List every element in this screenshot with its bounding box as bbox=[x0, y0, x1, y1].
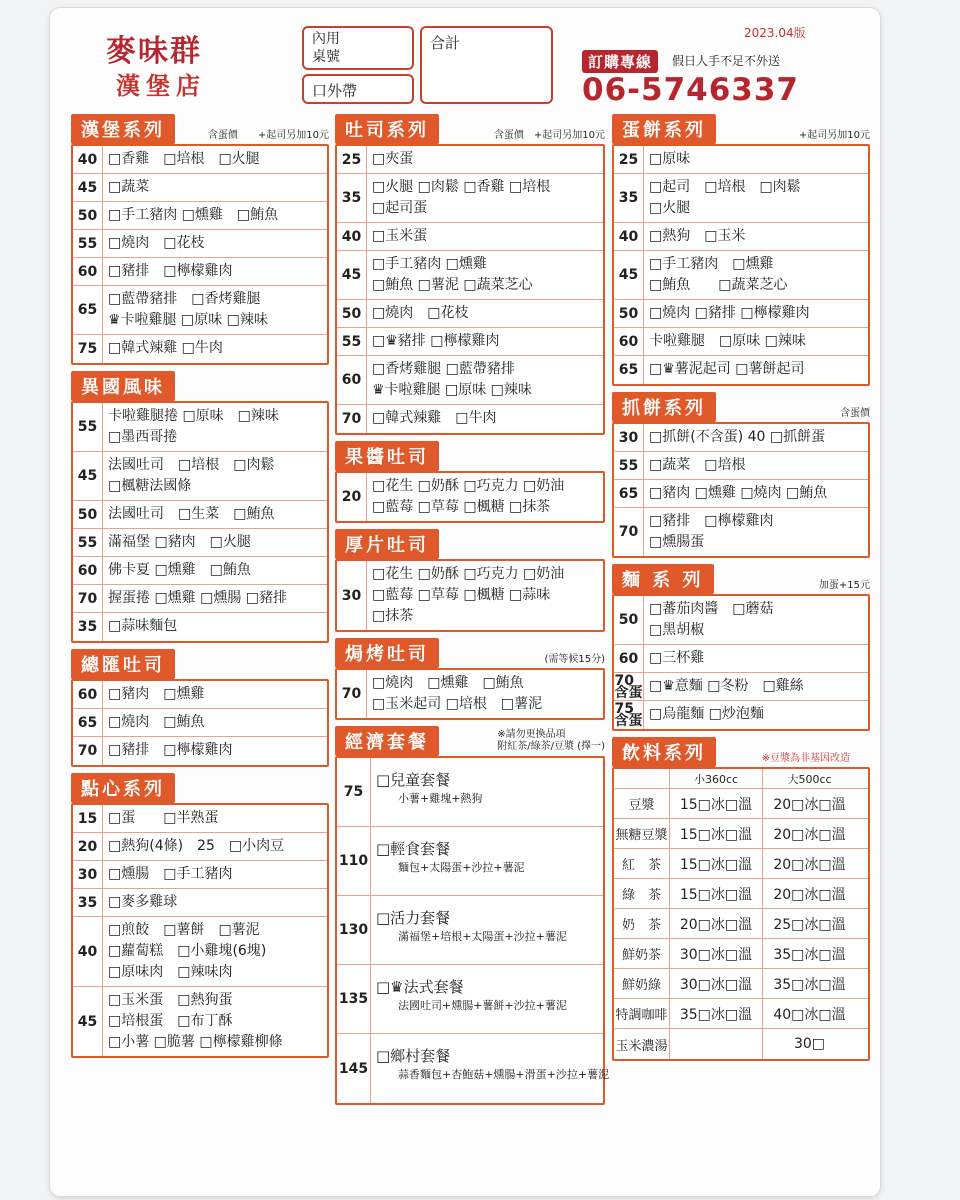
menu-row bbox=[73, 146, 327, 174]
size-large: 大500cc bbox=[787, 772, 832, 786]
drinks-table bbox=[612, 767, 870, 1061]
price-cell: 130 bbox=[337, 896, 371, 964]
items-cell: □蛋 □半熟蛋 bbox=[108, 810, 219, 826]
set-contents: 小薯+雞塊+熱狗 bbox=[398, 792, 483, 805]
drink-small: 15□冰□溫 bbox=[670, 819, 763, 848]
set-contents: 法國吐司+燻腸+薯餅+沙拉+薯泥 bbox=[398, 999, 567, 1012]
right-0-section bbox=[612, 118, 870, 386]
menu-row bbox=[337, 670, 603, 718]
items-cell: □韓式辣雞 □牛肉 bbox=[108, 340, 223, 356]
left-3-table bbox=[71, 803, 329, 1058]
price-cell: 35 bbox=[73, 889, 103, 916]
price-cell: 40 bbox=[73, 146, 103, 173]
drink-large: 40□冰□溫 bbox=[773, 1006, 846, 1023]
items-cell: □豬排 □檸檬雞肉 bbox=[108, 742, 233, 758]
menu-row bbox=[73, 889, 327, 917]
price-cell: 70 bbox=[337, 670, 367, 718]
drink-large: 20□冰□溫 bbox=[773, 886, 846, 903]
mid-1-table bbox=[335, 471, 605, 523]
price-cell: 145 bbox=[337, 1034, 371, 1103]
price-cell: 65 bbox=[614, 480, 644, 507]
items-cell: □♛薯泥起司 □薯餅起司 bbox=[649, 361, 805, 377]
sets-title: 經濟套餐 bbox=[335, 726, 439, 756]
price-cell: 60 bbox=[73, 258, 103, 285]
right-0-header bbox=[612, 118, 870, 144]
drink-small: 15□冰□溫 bbox=[670, 789, 763, 818]
items-cell: 佛卡夏 □燻雞 □鮪魚 bbox=[108, 562, 251, 578]
menu-row bbox=[337, 174, 603, 223]
menu-row bbox=[337, 300, 603, 328]
right-0-table bbox=[612, 144, 870, 386]
menu-row bbox=[337, 356, 603, 405]
mid-2-header bbox=[335, 533, 605, 559]
drink-row bbox=[614, 789, 868, 819]
set-row bbox=[337, 896, 603, 965]
left-3-header bbox=[71, 777, 329, 803]
items-cell: □豬肉 □燻雞 bbox=[108, 686, 205, 702]
mid-3-title: 焗烤吐司 bbox=[335, 638, 439, 668]
right-1-note: 含蛋價 bbox=[840, 408, 870, 419]
price-cell: 35 bbox=[337, 174, 367, 222]
price-cell: 65 bbox=[73, 286, 103, 334]
version-label: 2023.04版 bbox=[744, 26, 806, 40]
left-0-table bbox=[71, 144, 329, 365]
price-cell: 55 bbox=[73, 403, 103, 451]
menu-row bbox=[614, 174, 868, 223]
drink-name: 豆漿 bbox=[614, 789, 670, 818]
brand-name: 麥味群 bbox=[106, 34, 202, 69]
price-cell: 55 bbox=[337, 328, 367, 355]
right-1-section bbox=[612, 396, 870, 558]
set-body bbox=[371, 1034, 614, 1103]
set-contents: 蒜香麵包+杏鮑菇+燻腸+滑蛋+沙拉+薯泥 bbox=[398, 1068, 610, 1081]
price-cell: 65 bbox=[614, 356, 644, 384]
price-cell: 60 bbox=[73, 557, 103, 584]
menu-row bbox=[614, 223, 868, 251]
items-cell: □豬排 □檸檬雞肉 □燻腸蛋 bbox=[649, 513, 774, 550]
price-cell: 15 bbox=[73, 805, 103, 832]
price-cell: 45 bbox=[73, 987, 103, 1056]
price-cell: 25 bbox=[614, 146, 644, 173]
mid-3-section bbox=[335, 642, 605, 720]
price-cell: 70 bbox=[73, 737, 103, 765]
menu-row bbox=[73, 681, 327, 709]
items-cell: □玉米蛋 bbox=[372, 228, 428, 244]
menu-row bbox=[614, 300, 868, 328]
right-1-title: 抓餅系列 bbox=[612, 392, 716, 422]
menu-row bbox=[73, 805, 327, 833]
mid-0-section bbox=[335, 118, 605, 435]
menu-row bbox=[73, 529, 327, 557]
menu-row bbox=[73, 987, 327, 1056]
set-row bbox=[337, 827, 603, 896]
price-cell: 50 bbox=[614, 300, 644, 327]
drink-row bbox=[614, 939, 868, 969]
menu-row bbox=[73, 833, 327, 861]
menu-row bbox=[614, 452, 868, 480]
price-cell: 50 bbox=[614, 596, 644, 644]
right-2-section bbox=[612, 568, 870, 731]
sets-header bbox=[335, 730, 605, 756]
set-contents: 滿福堡+培根+太陽蛋+沙拉+薯泥 bbox=[398, 930, 567, 943]
sets-section bbox=[335, 729, 610, 1105]
delivery-note: 假日人手不足不外送 bbox=[672, 54, 781, 68]
price-cell: 35 bbox=[614, 174, 644, 222]
left-0-title: 漢堡系列 bbox=[71, 114, 175, 144]
right-1-header bbox=[612, 396, 870, 422]
right-2-table bbox=[612, 594, 870, 731]
items-cell: 卡啦雞腿 □原味 □辣味 bbox=[649, 333, 806, 349]
price-cell: 30 bbox=[73, 861, 103, 888]
menu-row bbox=[73, 202, 327, 230]
items-cell: □熱狗 □玉米 bbox=[649, 228, 746, 244]
items-cell: □花生 □奶酥 □巧克力 □奶油 □藍莓 □草莓 □楓糖 □抹茶 bbox=[372, 478, 565, 515]
menu-row bbox=[614, 673, 868, 701]
drink-large: 20□冰□溫 bbox=[773, 796, 846, 813]
set-body bbox=[371, 965, 603, 1033]
brand-subtitle: 漢堡店 bbox=[116, 72, 206, 100]
price-cell: 20 bbox=[337, 473, 367, 521]
phone-number: 06-5746337 bbox=[582, 72, 799, 108]
set-body bbox=[371, 827, 603, 895]
items-cell: □豬排 □檸檬雞肉 bbox=[108, 263, 233, 279]
mid-1-header bbox=[335, 445, 605, 471]
drink-row bbox=[614, 999, 868, 1029]
items-cell: □蔬菜 bbox=[108, 179, 150, 195]
menu-row bbox=[73, 557, 327, 585]
menu-row bbox=[614, 645, 868, 673]
price-cell: 110 bbox=[337, 827, 371, 895]
left-3-section bbox=[71, 777, 329, 1058]
menu-row bbox=[614, 251, 868, 300]
drink-large: 35□冰□溫 bbox=[773, 976, 846, 993]
items-cell: □韓式辣雞 □牛肉 bbox=[372, 410, 497, 426]
dine-in-box: 內用 桌號 bbox=[302, 26, 414, 70]
middle-column bbox=[335, 118, 610, 1105]
menu-row bbox=[73, 709, 327, 737]
drink-name: 綠 茶 bbox=[614, 879, 670, 908]
right-2-header bbox=[612, 568, 870, 594]
left-2-section bbox=[71, 653, 329, 767]
mid-0-table bbox=[335, 144, 605, 435]
drink-large: 20□冰□溫 bbox=[773, 826, 846, 843]
items-cell: □抓餅(不含蛋) 40 □抓餅蛋 bbox=[649, 429, 826, 445]
left-1-section bbox=[71, 375, 329, 643]
left-0-section bbox=[71, 118, 329, 365]
sets-table bbox=[335, 756, 610, 1105]
items-cell: 握蛋捲 □燻雞 □燻腸 □豬排 bbox=[108, 590, 288, 606]
menu-row bbox=[337, 473, 603, 521]
drink-name: 鮮奶綠 bbox=[614, 969, 670, 998]
price-cell: 50 bbox=[73, 202, 103, 229]
drink-name: 無糖豆漿 bbox=[614, 819, 670, 848]
set-name: □鄉村套餐 bbox=[376, 1047, 451, 1065]
takeout-box: 口外帶 bbox=[302, 74, 414, 104]
left-1-title: 異國風味 bbox=[71, 371, 175, 401]
items-cell: □♛意麵 □冬粉 □雞絲 bbox=[649, 678, 804, 694]
left-2-title: 總匯吐司 bbox=[71, 649, 175, 679]
drink-name: 玉米濃湯 bbox=[614, 1029, 670, 1059]
mid-0-title: 吐司系列 bbox=[335, 114, 439, 144]
items-cell: □麥多雞球 bbox=[108, 894, 178, 910]
right-column bbox=[612, 118, 870, 1061]
price-cell: 55 bbox=[614, 452, 644, 479]
items-cell: 法國吐司 □生菜 □鮪魚 bbox=[108, 506, 275, 522]
price-cell: 45 bbox=[73, 174, 103, 201]
mid-2-table bbox=[335, 559, 605, 632]
drinks-size-header bbox=[614, 769, 868, 789]
drink-large: 25□冰□溫 bbox=[773, 916, 846, 933]
right-2-title: 麵 系 列 bbox=[612, 564, 714, 594]
menu-row bbox=[73, 258, 327, 286]
drinks-section bbox=[612, 741, 870, 1061]
mid-1-title: 果醬吐司 bbox=[335, 441, 439, 471]
drink-large: 20□冰□溫 bbox=[773, 856, 846, 873]
items-cell: □燒肉 □花枝 bbox=[108, 235, 205, 251]
drinks-header bbox=[612, 741, 870, 767]
size-small: 小360cc bbox=[670, 769, 763, 788]
items-cell: □豬肉 □燻雞 □燒肉 □鮪魚 bbox=[649, 485, 828, 501]
items-cell: □♛豬排 □檸檬雞肉 bbox=[372, 333, 500, 349]
menu-row bbox=[614, 328, 868, 356]
items-cell: □香烤雞腿 □藍帶豬排 ♛卡啦雞腿 □原味 □辣味 bbox=[372, 361, 532, 398]
drink-name: 紅 茶 bbox=[614, 849, 670, 878]
blank-cell bbox=[614, 769, 670, 788]
price-cell: 75 bbox=[337, 758, 371, 826]
price-cell: 70 bbox=[614, 508, 644, 556]
items-cell: □花生 □奶酥 □巧克力 □奶油 □藍莓 □草莓 □楓糖 □蒜味 □抹茶 bbox=[372, 566, 565, 624]
left-column bbox=[71, 118, 329, 1058]
price-cell: 40 bbox=[614, 223, 644, 250]
mid-2-section bbox=[335, 533, 605, 632]
drink-small: 35□冰□溫 bbox=[670, 999, 763, 1028]
menu-row bbox=[73, 585, 327, 613]
right-2-note: 加蛋+15元 bbox=[818, 580, 870, 591]
menu-row bbox=[337, 328, 603, 356]
drinks-note: ※豆漿為非基因改造 bbox=[761, 753, 850, 764]
set-body bbox=[371, 758, 603, 826]
drink-large: 30□ bbox=[793, 1036, 826, 1052]
drink-name: 奶 茶 bbox=[614, 909, 670, 938]
menu-row bbox=[337, 146, 603, 174]
items-cell: 滿福堡 □豬肉 □火腿 bbox=[108, 534, 251, 550]
items-cell: □火腿 □肉鬆 □香雞 □培根 □起司蛋 bbox=[372, 179, 551, 216]
price-cell: 50 bbox=[337, 300, 367, 327]
drink-name: 鮮奶茶 bbox=[614, 939, 670, 968]
items-cell: □烏龍麵 □炒泡麵 bbox=[649, 706, 764, 722]
drink-large: 35□冰□溫 bbox=[773, 946, 846, 963]
items-cell: □燒肉 □鮪魚 bbox=[108, 714, 205, 730]
menu-row bbox=[337, 405, 603, 433]
drink-row bbox=[614, 969, 868, 999]
menu-row bbox=[73, 335, 327, 363]
menu-row bbox=[73, 452, 327, 501]
right-0-note: +起司另加10元 bbox=[798, 130, 870, 141]
items-cell: □蕃茄肉醬 □蘑菇 □黑胡椒 bbox=[649, 601, 774, 638]
items-cell: □手工豬肉 □燻雞 □鮪魚 □薯泥 □蔬菜芝心 bbox=[372, 256, 533, 293]
price-cell: 75 含蛋 bbox=[614, 701, 643, 729]
items-cell: □燒肉 □豬排 □檸檬雞肉 bbox=[649, 305, 810, 321]
price-cell: 45 bbox=[614, 251, 644, 299]
set-name: □兒童套餐 bbox=[376, 771, 451, 789]
set-row bbox=[337, 1034, 610, 1103]
set-name: □輕食套餐 bbox=[376, 840, 451, 858]
items-cell: □起司 □培根 □肉鬆 □火腿 bbox=[649, 179, 801, 216]
price-cell: 70 bbox=[73, 585, 103, 612]
right-1-table bbox=[612, 422, 870, 558]
set-row bbox=[337, 758, 603, 827]
menu-row bbox=[337, 223, 603, 251]
menu-row bbox=[73, 501, 327, 529]
price-cell: 40 bbox=[73, 917, 103, 986]
mid-3-table bbox=[335, 668, 605, 720]
items-cell: □三杯雞 bbox=[649, 650, 705, 666]
set-contents: 麵包+太陽蛋+沙拉+薯泥 bbox=[398, 861, 525, 874]
right-0-title: 蛋餅系列 bbox=[612, 114, 716, 144]
mid-0-note: 含蛋價 +起司另加10元 bbox=[493, 130, 605, 141]
total-box: 合計 bbox=[420, 26, 553, 104]
set-name: □活力套餐 bbox=[376, 909, 451, 927]
price-cell: 55 bbox=[73, 230, 103, 257]
menu-sheet bbox=[50, 8, 880, 1196]
drink-small: 15□冰□溫 bbox=[670, 879, 763, 908]
menu-row bbox=[614, 596, 868, 645]
price-cell: 30 bbox=[614, 424, 644, 451]
price-cell: 45 bbox=[73, 452, 103, 500]
items-cell: □燒肉 □燻雞 □鮪魚 □玉米起司 □培根 □薯泥 bbox=[372, 675, 543, 712]
left-0-note: 含蛋價 +起司另加10元 bbox=[207, 130, 329, 141]
left-1-table bbox=[71, 401, 329, 643]
set-body bbox=[371, 896, 603, 964]
menu-row bbox=[73, 737, 327, 765]
drinks-title: 飲料系列 bbox=[612, 737, 716, 767]
drink-small: 30□冰□溫 bbox=[670, 969, 763, 998]
items-cell: □手工豬肉 □燻雞 □鮪魚 bbox=[108, 207, 279, 223]
menu-row bbox=[614, 146, 868, 174]
drink-row bbox=[614, 909, 868, 939]
menu-row bbox=[614, 424, 868, 452]
left-2-header bbox=[71, 653, 329, 679]
items-cell: □蒜味麵包 bbox=[108, 618, 178, 634]
items-cell: □手工豬肉 □燻雞 □鮪魚 □蔬菜芝心 bbox=[649, 256, 788, 293]
drink-small: 30□冰□溫 bbox=[670, 939, 763, 968]
price-cell: 60 bbox=[73, 681, 103, 708]
items-cell: □蔬菜 □培根 bbox=[649, 457, 746, 473]
items-cell: □原味 bbox=[649, 151, 691, 167]
menu-row bbox=[337, 251, 603, 300]
items-cell: 法國吐司 □培根 □肉鬆 □楓糖法國條 bbox=[108, 457, 275, 494]
mid-3-note: (需等候15分) bbox=[544, 654, 605, 665]
set-row bbox=[337, 965, 603, 1034]
price-cell: 35 bbox=[73, 613, 103, 641]
phone-label: 訂購專線 bbox=[582, 50, 658, 73]
drink-small: 20□冰□溫 bbox=[670, 909, 763, 938]
menu-row bbox=[73, 613, 327, 641]
price-cell: 55 bbox=[73, 529, 103, 556]
mid-2-title: 厚片吐司 bbox=[335, 529, 439, 559]
drink-name: 特調咖啡 bbox=[614, 999, 670, 1028]
price-cell: 70 含蛋 bbox=[614, 672, 643, 701]
menu-row bbox=[73, 403, 327, 452]
price-cell: 60 bbox=[614, 328, 644, 355]
mid-1-section bbox=[335, 445, 605, 523]
menu-row bbox=[614, 356, 868, 384]
left-0-header bbox=[71, 118, 329, 144]
items-cell: 卡啦雞腿捲 □原味 □辣味 □墨西哥捲 bbox=[108, 408, 279, 445]
menu-row bbox=[614, 480, 868, 508]
menu-row bbox=[73, 174, 327, 202]
left-2-table bbox=[71, 679, 329, 767]
price-cell: 20 bbox=[73, 833, 103, 860]
price-cell: 50 bbox=[73, 501, 103, 528]
items-cell: □燻腸 □手工豬肉 bbox=[108, 866, 233, 882]
left-1-header bbox=[71, 375, 329, 401]
drink-small: 15□冰□溫 bbox=[670, 849, 763, 878]
menu-row bbox=[614, 701, 868, 729]
items-cell: □玉米蛋 □熱狗蛋 □培根蛋 □布丁酥 □小薯 □脆薯 □檸檬雞柳條 bbox=[108, 992, 283, 1050]
drink-row bbox=[614, 849, 868, 879]
price-cell: 135 bbox=[337, 965, 371, 1033]
mid-3-header bbox=[335, 642, 605, 668]
mid-0-header bbox=[335, 118, 605, 144]
price-cell: 60 bbox=[614, 645, 644, 672]
price-cell: 65 bbox=[73, 709, 103, 736]
menu-row bbox=[73, 230, 327, 258]
menu-row bbox=[337, 561, 603, 630]
price-cell: 25 bbox=[337, 146, 367, 173]
drink-row bbox=[614, 1029, 868, 1059]
items-cell: □香雞 □培根 □火腿 bbox=[108, 151, 260, 167]
price-cell: 70 bbox=[337, 405, 367, 433]
left-3-title: 點心系列 bbox=[71, 773, 175, 803]
drink-row bbox=[614, 879, 868, 909]
menu-row bbox=[73, 917, 327, 987]
set-name: □♛法式套餐 bbox=[376, 978, 464, 996]
items-cell: □藍帶豬排 □香烤雞腿 ♛卡啦雞腿 □原味 □辣味 bbox=[108, 291, 268, 328]
items-cell: □煎餃 □薯餅 □薯泥 □蘿蔔糕 □小雞塊(6塊) □原味肉 □辣味肉 bbox=[108, 922, 267, 980]
price-cell: 45 bbox=[337, 251, 367, 299]
price-cell: 30 bbox=[337, 561, 367, 630]
items-cell: □夾蛋 bbox=[372, 151, 414, 167]
menu-row bbox=[73, 861, 327, 889]
menu-row bbox=[614, 508, 868, 556]
price-cell: 60 bbox=[337, 356, 367, 404]
items-cell: □燒肉 □花枝 bbox=[372, 305, 469, 321]
sets-note: ※請勿更換品項 附紅茶/綠茶/豆漿 (擇一) bbox=[497, 729, 605, 752]
drink-small bbox=[670, 1029, 763, 1059]
items-cell: □熱狗(4條) 25 □小肉豆 bbox=[108, 838, 285, 854]
price-cell: 75 bbox=[73, 335, 103, 363]
menu-row bbox=[73, 286, 327, 335]
price-cell: 40 bbox=[337, 223, 367, 250]
drink-row bbox=[614, 819, 868, 849]
